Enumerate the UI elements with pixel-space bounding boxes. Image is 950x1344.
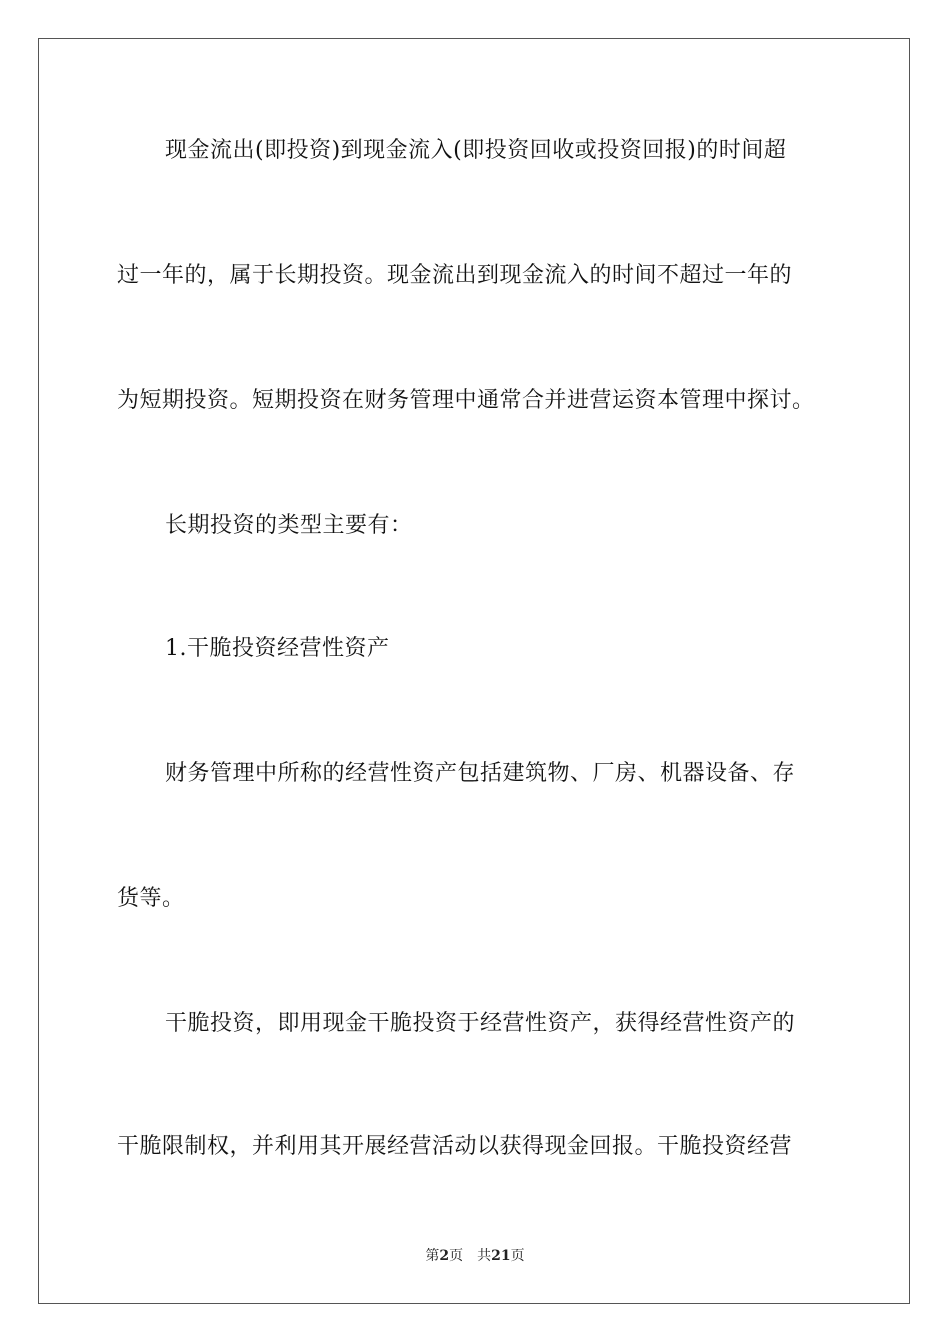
page-prefix: 第 [425,1248,440,1264]
paragraph-line-2: 过一年的，属于长期投资。现金流出到现金流入的时间不超过一年的 [117,263,793,288]
page-suffix: 页 [449,1248,464,1264]
page-frame [38,38,910,1304]
paragraph-line-7: 货等。 [117,886,185,911]
section-heading: 1.干脆投资经营性资产 [165,636,390,661]
total-prefix: 共 [477,1248,492,1264]
paragraph-line-4: 长期投资的类型主要有： [165,513,413,538]
page-footer [0,1247,950,1265]
paragraph-line-8: 干脆投资，即用现金干脆投资于经营性资产，获得经营性资产的 [165,1011,796,1036]
paragraph-line-1: 现金流出(即投资)到现金流入(即投资回收或投资回报)的时间超 [165,138,787,163]
page-number: 2 [439,1248,450,1264]
total-pages: 21 [491,1248,511,1264]
paragraph-line-6: 财务管理中所称的经营性资产包括建筑物、厂房、机器设备、存 [165,761,796,786]
total-suffix: 页 [510,1248,525,1264]
paragraph-line-9: 干脆限制权，并利用其开展经营活动以获得现金回报。干脆投资经营 [117,1134,793,1159]
paragraph-line-3: 为短期投资。短期投资在财务管理中通常合并进营运资本管理中探讨。 [117,388,815,413]
